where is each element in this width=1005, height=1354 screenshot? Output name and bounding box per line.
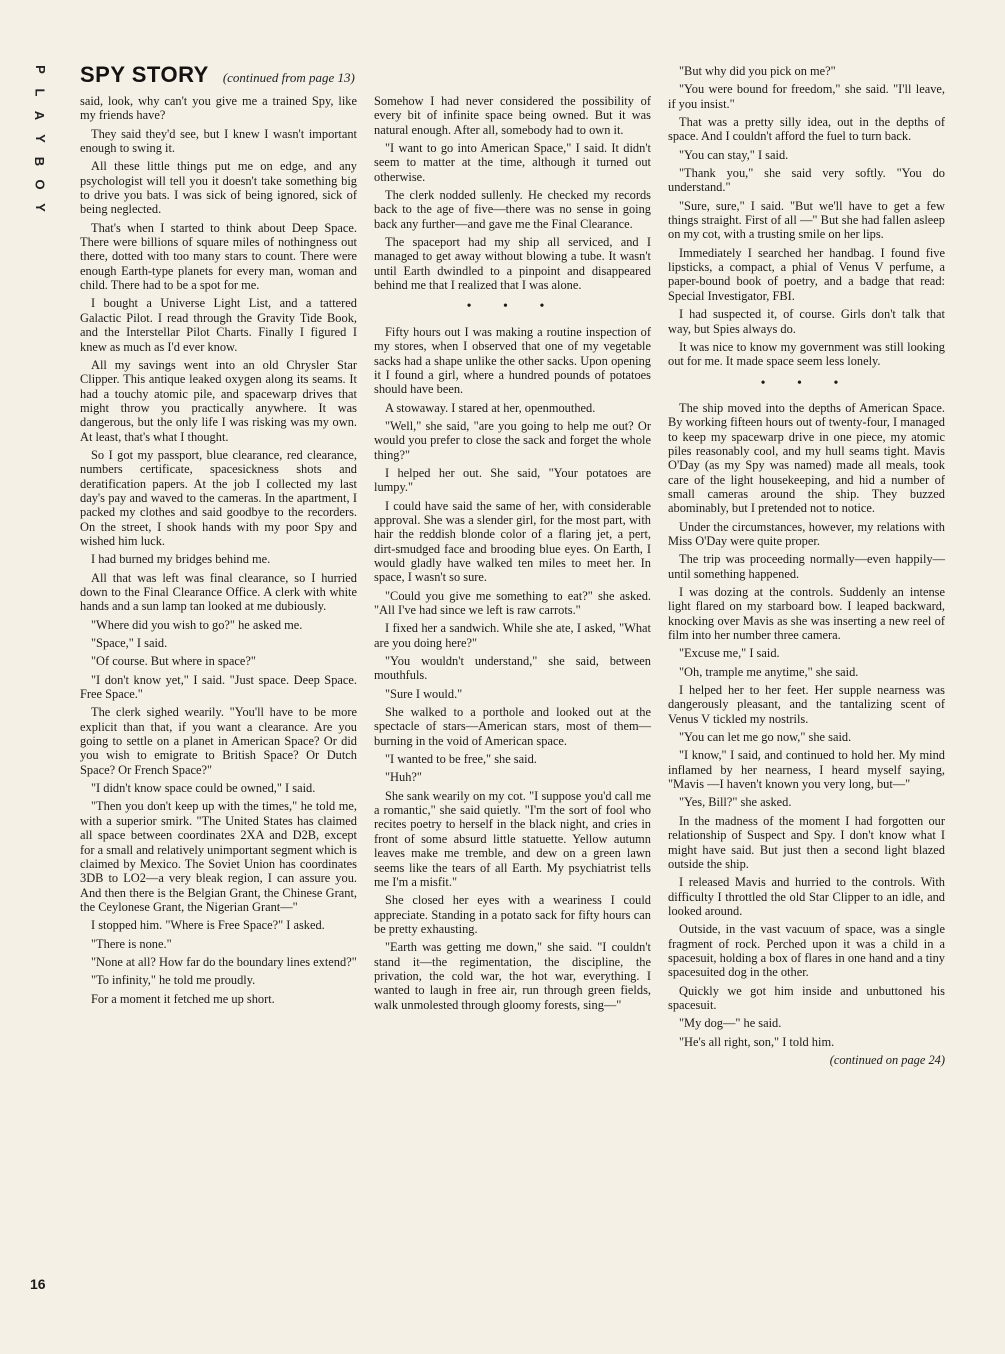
paragraph: Outside, in the vast vacuum of space, was a single fragment of rock. Perched upon it was a child in a spacesuit, holding a box of flares in one hand and a tiny spacesuited dog in the other. [668,922,945,980]
paragraph: "I want to go into American Space," I said. It didn't seem to matter at the time, although it turned out otherwise. [374,141,651,184]
paragraph: The clerk nodded sullenly. He checked my records back to the age of five—there was no sense in going back any further—and gave me the Final Clearance. [374,188,651,231]
paragraph: She closed her eyes with a weariness I could appreciate. Standing in a potato sack for fifty hours can be pretty exhausting. [374,893,651,936]
paragraph: I released Mavis and hurried to the controls. With difficulty I throttled the old Star Clipper to an idle, and looked around. [668,875,945,918]
section-break: • • • [466,299,559,315]
paragraph: "Then you don't keep up with the times," he told me, with a superior smirk. "The United States has claimed all space between coordinates 2XA and D2B, except for a small and relatively unimportant segment which is claimed by Mexico. The Soviet Union has coordinates 3DB to LO2—a very bleak region, I can assure you. And then there is the Belgian Grant, the Chinese Grant, the Ceylonese Grant, the Nigerian Grant—" [80,799,357,914]
paragraph: In the madness of the moment I had forgotten our relationship of Suspect and Spy. I don't know what I might have said. But just then a second light blazed outside the ship. [668,813,945,871]
paragraph: For a moment it fetched me up short. [91,991,275,1006]
paragraph: That's when I started to think about Deep Space. There were billions of square miles of nothingness out there, dotted with too many stars to count. There were enough Earth-type planets for every man, woman and child. There had to be a spot for me. [80,220,357,293]
masthead-vertical [30,58,50,219]
paragraph: "You can let me go now," she said. [679,730,852,745]
paragraph: The trip was proceeding normally—even happily—until something happened. [668,552,945,581]
paragraph: I had burned my bridges behind me. [91,552,271,567]
paragraph: "But why did you pick on me?" [679,64,836,78]
paragraph: I helped her to her feet. Her supple nearness was dangerously pleasant, and the tantalizing scent of Venus V tickled my nostrils. [668,683,945,726]
masthead-letter: Y [32,203,48,212]
paragraph: She sank wearily on my cot. "I suppose you'd call me a romantic," she said quietly. "I'm the sort of fool who recites poetry to herself in the black night, and cries in front of some absurd little statuette. Yellow autumn leaves make me tremble, and dew on a green lawn seems like the tears of all Earth. My psychiatrist tells me I'm a misfit." [374,788,651,889]
paragraph: The clerk sighed wearily. "You'll have to be more explicit than that, if you want a clearance. Are you going to settle on a planet in American Space? Or did you wish to emigrate to British Space? Or Dutch Space? Or French Space?" [80,705,357,777]
masthead-letter: Y [32,134,48,143]
paragraph: "Well," she said, "are you going to help me out? Or would you prefer to close the sack and forget the whole thing?" [374,418,651,462]
paragraph: I could have said the same of her, with considerable approval. She was a slender girl, for the most part, with hair the reddish blonde color of a flaring jet, a pert, dirt-smudged face and brooding blue eyes. On Earth, I would gladly have walked ten miles to meet her. In space, I wasn't so sure. [374,498,651,585]
paragraph: "Yes, Bill?" she asked. [679,795,792,810]
text-column-2 [374,94,651,1016]
paragraph: "Oh, trample me anytime," she said. [679,664,859,679]
paragraph: A stowaway. I stared at her, openmouthed. [385,400,596,415]
paragraph: I was dozing at the controls. Suddenly an intense light flared on my starboard bow. I leaped backward, knocking over Mavis as she was inserting a new reel of film into her number three camera. [668,585,945,643]
paragraph: "None at all? How far do the boundary lines extend?" [91,954,357,969]
paragraph: "Excuse me," I said. [679,646,780,661]
masthead-letter: L [32,88,48,97]
masthead-letter: B [32,156,48,167]
paragraph: "Of course. But where in space?" [91,654,256,669]
continued-on-note: (continued on page 24) [829,1052,945,1067]
paragraph: "Where did you wish to go?" he asked me. [91,617,303,632]
paragraph: "My dog—" he said. [679,1016,782,1031]
paragraph: said, look, why can't you give me a trained Spy, like my friends have? [80,94,357,123]
paragraph: "Earth was getting me down," she said. "I couldn't stand it—the regimentation, the discipline, the privation, the cold war, the hot war, everything. I wanted to laugh in free air, run through green fields, walk unmolested through gloomy forests, sing—" [374,940,651,1012]
paragraph: "Could you give me something to eat?" she asked. "All I've had since we left is raw carrots." [374,588,651,617]
paragraph: Somehow I had never considered the possibility of every bit of infinite space being owned. But it was natural enough. After all, somebody had to own it. [374,94,651,137]
paragraph: "Thank you," she said very softly. "You do understand." [668,166,945,195]
paragraph: "You can stay," I said. [679,147,789,162]
paragraph: I stopped him. "Where is Free Space?" I asked. [91,918,325,933]
paragraph: "Sure I would." [385,686,463,701]
paragraph: All my savings went into an old Chrysler Star Clipper. This antique leaked oxygen along its seams. It had a touchy atomic pile, and spacewarp drives that might throw you practically anywhere. It was dangerous, but the only life I was risking was my own. At least, that's what I thought. [80,357,357,444]
masthead-letter: O [32,179,48,190]
paragraph: "To infinity," he told me proudly. [91,973,256,988]
section-break: • • • [760,375,853,391]
paragraph: Quickly we got him inside and unbuttoned his spacesuit. [668,983,945,1012]
story-title: SPY STORY [80,62,209,87]
text-column-1 [80,94,357,1010]
paragraph: "You were bound for freedom," she said. "I'll leave, if you insist." [668,82,945,111]
page-number: 16 [30,1276,46,1292]
continued-from-note: (continued from page 13) [222,70,355,85]
masthead-letter: P [32,65,48,74]
paragraph: "Space," I said. [91,636,168,651]
paragraph: Immediately I searched her handbag. I found five lipsticks, a compact, a phial of Venus V perfume, a paper-bound book of poetry, and a badge that read: Special Investigator, FBI. [668,245,945,303]
paragraph: I helped her out. She said, "Your potatoes are lumpy." [374,465,651,495]
paragraph: The spaceport had my ship all serviced, and I managed to get away without blowing a tube. It wasn't until Earth dwindled to a pinpoint and disappeared behind me that I realized that I was alone. [374,235,651,293]
paragraph: "Sure, sure," I said. "But we'll have to get a few things straight. First of all —" But she had fallen asleep on my cot, with a trusting smile on her lips. [668,198,945,242]
paragraph: It was nice to know my government was still looking out for me. It made space seem less lonely. [668,339,945,369]
paragraph: "I know," I said, and continued to hold her. My mind inflamed by her nearness, I heard myself saying, "Mavis —I haven't known you very long, but—" [668,748,945,792]
paragraph: I bought a Universe Light List, and a tattered Galactic Pilot. I read through the Gravity Tide Book, and the Interstellar Pilot Charts. Finally I figured I knew as much as I'd ever know. [80,296,357,354]
story-header [80,62,355,88]
paragraph: "I don't know yet," I said. "Just space. Deep Space. Free Space." [80,672,357,702]
masthead-letter: A [32,110,48,121]
paragraph: I had suspected it, of course. Girls don't talk that way, but Spies always do. [668,307,945,336]
paragraph: All these little things put me on edge, and any psychologist will tell you it doesn't take something big to drive you bats. I was sick of being ignored, sick of being neglected. [80,159,357,217]
paragraph: "He's all right, son," I told him. [679,1034,835,1049]
paragraph: So I got my passport, blue clearance, red clearance, numbers certificate, spacesickness shots and deratification papers. At the job I collected my last day's pay and waved to the cameras. In the apartment, I packed my clothes and said goodbye to the recorders. On the street, I shook hands with my poor Spy and wished him luck. [80,447,357,548]
paragraph: All that was left was final clearance, so I hurried down to the Final Clearance Office. A clerk with white hands and a sun lamp tan looked at me dubiously. [80,570,357,614]
paragraph: I fixed her a sandwich. While she ate, I asked, "What are you doing here?" [374,621,651,650]
paragraph: "I didn't know space could be owned," I said. [91,781,316,796]
paragraph: "I wanted to be free," she said. [385,752,537,767]
paragraph: That was a pretty silly idea, out in the depths of space. And I couldn't afford the fuel to turn back. [668,115,945,144]
paragraph: "There is none." [91,936,172,951]
paragraph: They said they'd see, but I knew I wasn't important enough to swing it. [80,126,357,156]
paragraph: She walked to a porthole and looked out at the spectacle of stars—American stars, most of them—burning in the void of American space. [374,705,651,748]
text-column-3 [668,64,945,1067]
paragraph: "Huh?" [385,770,422,785]
paragraph: "You wouldn't understand," she said, between mouthfuls. [374,654,651,683]
paragraph: The ship moved into the depths of American Space. By working fifteen hours out of twenty-four, I managed to keep my spacewarp drive in one piece, my atomic piles reasonably cool, and my hull seams tight. Mavis O'Day (as my Spy was named) made all meals, took care of the light housekeeping, and hid a number of small cameras around the ship. They buzzed abominably, but I pretended not to notice. [668,400,945,516]
paragraph: Fifty hours out I was making a routine inspection of my stores, when I observed that one of my vegetable sacks had a shape unlike the other sacks. Upon opening it I found a girl, where a hundred pounds of potatoes should have been. [374,324,651,397]
paragraph: Under the circumstances, however, my relations with Miss O'Day were quite proper. [668,519,945,548]
